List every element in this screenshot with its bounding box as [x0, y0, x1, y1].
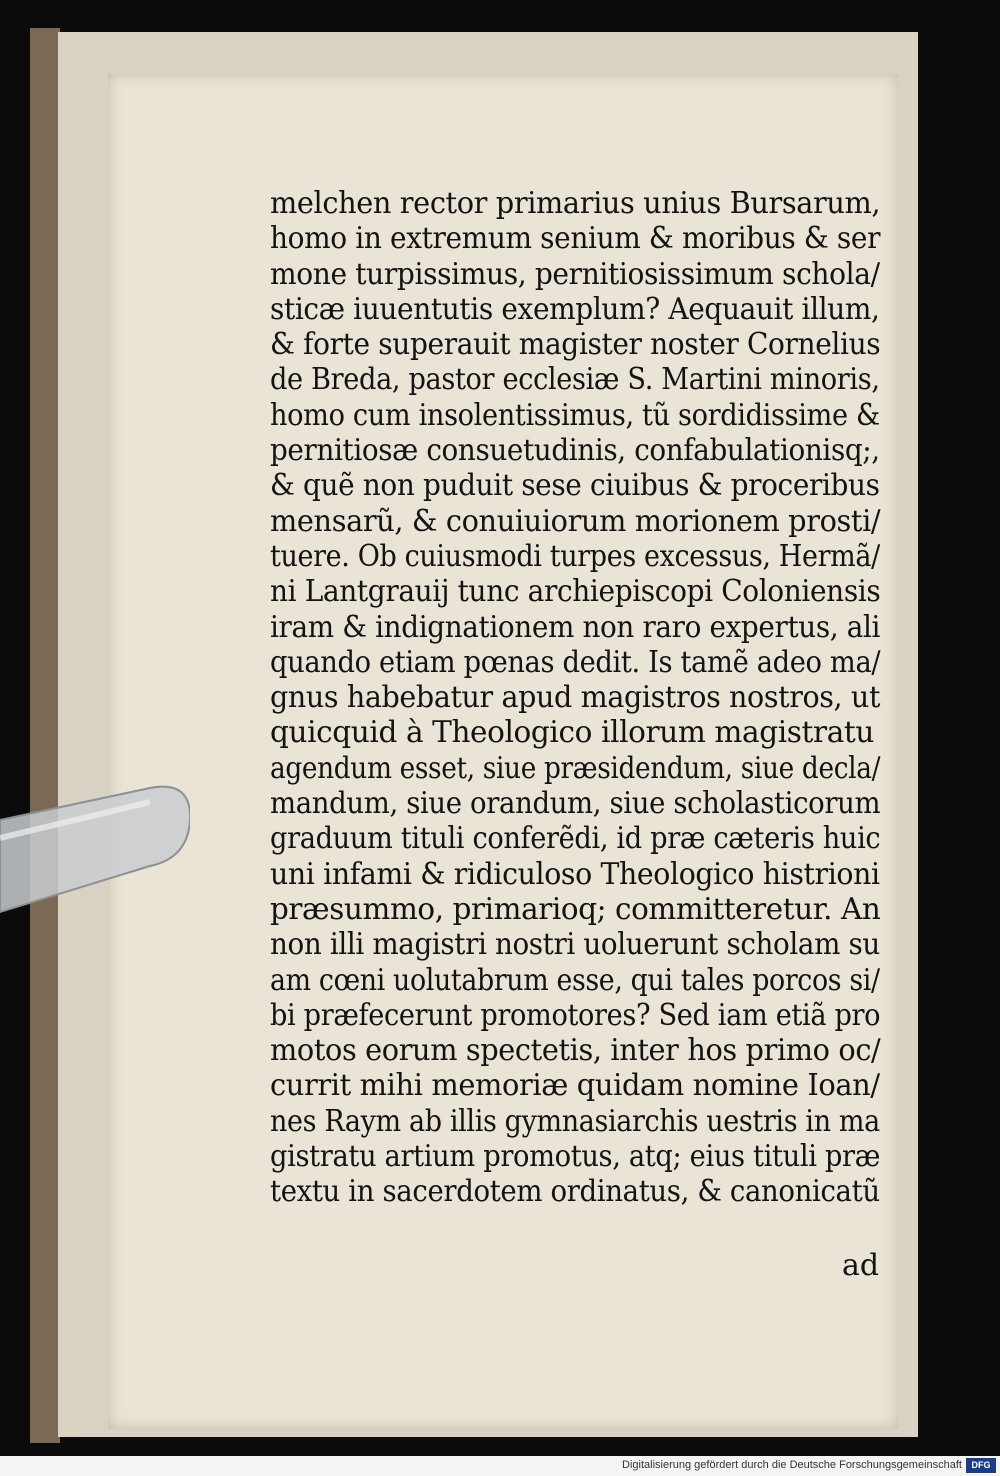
- text-line: nes Raym ab illis gymnasiarchis uestris in ma: [270, 1103, 880, 1139]
- text-line: homo cum insolentissimus, tũ sordidissime &: [270, 397, 880, 433]
- dfg-logo: DFG: [966, 1458, 996, 1473]
- text-line: gistratu artium promotus, atq; eius tituli præ: [270, 1139, 881, 1175]
- text-line: & forte superauit magister noster Cornelius: [270, 327, 881, 363]
- text-line: uni infami & ridiculoso Theologico histrioni: [270, 856, 880, 892]
- text-line: quando etiam pœnas dedit. Is tamẽ adeo ma/: [270, 644, 881, 680]
- page-text-block: [270, 186, 890, 1210]
- footer-bar: [0, 1456, 1000, 1476]
- text-line: & quẽ non puduit sese ciuibus & proceribus: [270, 468, 880, 504]
- text-line: mandum, siue orandum, siue scholasticorum: [270, 786, 881, 822]
- book-cover-edge: [30, 28, 60, 1443]
- text-line: homo in extremum senium & moribus & ser: [270, 221, 881, 257]
- text-line: pernitiosæ consuetudinis, confabulationisq;,: [270, 433, 880, 469]
- text-line: non illi magistri nostri uoluerunt scholam su: [270, 927, 880, 963]
- text-line: mone turpissimus, pernitiosissimum schola/: [270, 256, 880, 292]
- text-line: de Breda, pastor ecclesiæ S. Martini minoris,: [270, 362, 880, 398]
- text-line: graduum tituli conferẽdi, id præ cæteris huic: [270, 821, 881, 857]
- text-line: am cœni uolutabrum esse, qui tales porcos si/: [270, 962, 880, 998]
- text-line: textu in sacerdotem ordinatus, & canonicatũ: [270, 1174, 880, 1210]
- text-line: quicquid à Theologico illorum magistratu: [270, 715, 874, 751]
- text-line: ni Lantgrauij tunc archiepiscopi Coloniensis: [270, 574, 881, 610]
- text-line: currit mihi memoriæ quidam nomine Ioan/: [270, 1068, 880, 1104]
- text-line: sticæ iuuentutis exemplum? Aequauit illum,: [270, 291, 880, 327]
- text-line: melchen rector primarius unius Bursarum,: [270, 186, 881, 221]
- catchword: ad: [842, 1248, 880, 1283]
- text-line: mensarũ, & conuiuiorum morionem prosti/: [270, 503, 881, 539]
- funding-note: Digitalisierung gefördert durch die Deutsche Forschungsgemeinschaft: [622, 1459, 962, 1471]
- text-line: præsummo, primarioq; committeretur. An: [270, 891, 881, 927]
- text-line: tuere. Ob cuiusmodi turpes excessus, Hermã/: [270, 538, 880, 574]
- text-line: bi præfecerunt promotores? Sed iam etiã pro: [270, 997, 881, 1033]
- plastic-clip: [0, 780, 190, 920]
- text-line: agendum esset, siue præsidendum, siue decla/: [270, 750, 881, 786]
- text-line: gnus habebatur apud magistros nostros, ut: [270, 680, 881, 716]
- text-line: iram & indignationem non raro expertus, ali: [270, 609, 881, 645]
- text-line: motos eorum spectetis, inter hos primo oc/: [270, 1033, 881, 1069]
